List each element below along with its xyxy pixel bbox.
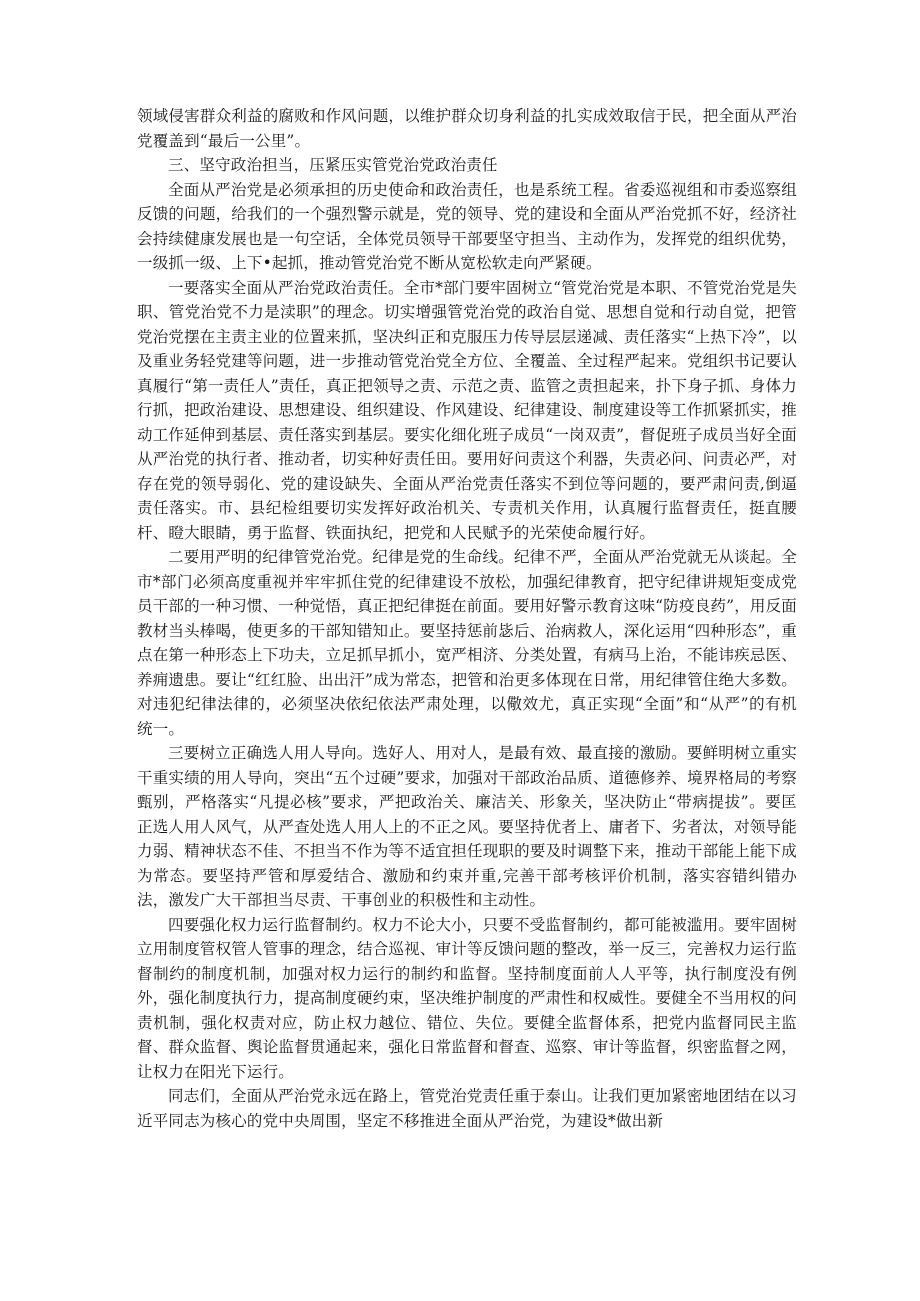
paragraph-1: 领域侵害群众利益的腐败和作风问题，以维护群众切身利益的扎实成效取信于民，把全面从严治党覆盖到“最后一公里”。	[137, 107, 797, 150]
document-page	[137, 104, 797, 1133]
paragraph-6: 四要强化权力运行监督制约。权力不论大小，只要不受监督制约，都可能被滥用。要牢固树立用制度管权管人管事的理念，结合巡视、审计等反馈问题的整改，举一反三，完善权力运行监督制约的制度机制，加强对权力运行的制约和监督。坚持制度面前人人平等，执行制度没有例外，强化制度执行力，提高制度硬约束，坚决维护制度的严肃性和权威性。要健全不当用权的问责机制，强化权责对应，防止权力越位、错位、失位。要健全监督体系，把党内监督同民主监督、群众监督、舆论监督贯通起来，强化日常监督和督查、巡察、审计等监督，织密监督之网，让权力在阳光下运行。	[137, 915, 797, 1081]
paragraph-3: 一要落实全面从严治党政治责任。全市*部门要牢固树立“管党治党是本职、不管党治党是失职、管党治党不力是渎职”的理念。切实增强管党治党的政治自觉、思想自觉和行动自觉，把管党治党摆在主责主业的位置来抓，坚决纠正和克服压力传导层层递减、责任落实“上热下冷”，以及重业务轻党建等问题，进一步推动管党治党全方位、全覆盖、全过程严起来。党组织书记要认真履行“第一责任人”责任，真正把领导之责、示范之责、监管之责担起来，扑下身子抓、身体力行抓，把政治建设、思想建设、组织建设、作风建设、纪律建设、制度建设等工作抓紧抓实，推动工作延伸到基层、责任落实到基层。要实化细化班子成员“一岗双责”，督促班子成员当好全面从严治党的执行者、推动者，切实种好责任田。要用好问责这个利器，失责必问、问责必严，对存在党的领导弱化、党的建设缺失、全面从严治党责任落实不到位等问题的，要严肃问责,倒逼责任落实。市、县纪检组要切实发挥好政治机关、专责机关作用，认真履行监督责任，挺直腰杆、瞪大眼睛，勇于监督、铁面执纪，把党和人民赋予的光荣使命履行好。	[137, 278, 797, 542]
paragraph-7: 同志们，全面从严治党永远在路上，管党治党责任重于泰山。让我们更加紧密地团结在以习近平同志为核心的党中央周围，坚定不移推进全面从严治党，为建设*做出新	[137, 1087, 797, 1130]
paragraph-2: 全面从严治党是必须承担的历史使命和政治责任，也是系统工程。省委巡视组和市委巡察组反馈的问题，给我们的一个强烈警示就是，党的领导、党的建设和全面从严治党抓不好，经济社会持续健康发展也是一句空话，全体党员领导干部要坚守担当、主动作为，发挥党的组织优势，一级抓一级、上下•起抓，推动管党治党不断从宽松软走向严紧硬。	[137, 180, 797, 272]
section-heading-3: 三、坚守政治担当，压紧压实管党治党政治责任	[168, 156, 498, 174]
paragraph-4: 二要用严明的纪律管党治党。纪律是党的生命线。纪律不严，全面从严治党就无从谈起。全市*部门必须高度重视并牢牢抓住党的纪律建设不放松，加强纪律教育，把守纪律讲规矩变成党员干部的一种习惯、一种觉悟，真正把纪律挺在前面。要用好警示教育这味“防疫良药”，用反面教材当头棒喝，使更多的干部知错知止。要坚持惩前毖后、治病救人，深化运用“四种形态”，重点在第一种形态上下功夫，立足抓早抓小，宽严相济、分类处置，有病马上治，不能讳疾忌医、养痈遗患。要让“红红脸、出出汗”成为常态，把管和治更多体现在日常，用纪律管住绝大多数。对违犯纪律法律的，必须坚决依纪依法严肃处理，以儆效尤，真正实现“全面”和“从严”的有机统一。	[137, 548, 797, 738]
paragraph-5: 三要树立正确选人用人导向。选好人、用对人，是最有效、最直接的激励。要鲜明树立重实干重实绩的用人导向，突出“五个过硬”要求，加强对干部政治品质、道德修养、境界格局的考察甄别，严格落实“凡提必核”要求，严把政治关、廉洁关、形象关，坚决防止“带病提拔”。要匡正选人用人风气，从严查处选人用人上的不正之风。要坚持优者上、庸者下、劣者汰，对领导能力弱、精神状态不佳、不担当不作为等不适宜担任现职的要及时调整下来，推动干部能上能下成为常态。要坚持严管和厚爱结合、激励和约束并重,完善干部考核评价机制，落实容错纠错办法，激发广大干部担当尽责、干事创业的积极性和主动性。	[137, 744, 797, 909]
